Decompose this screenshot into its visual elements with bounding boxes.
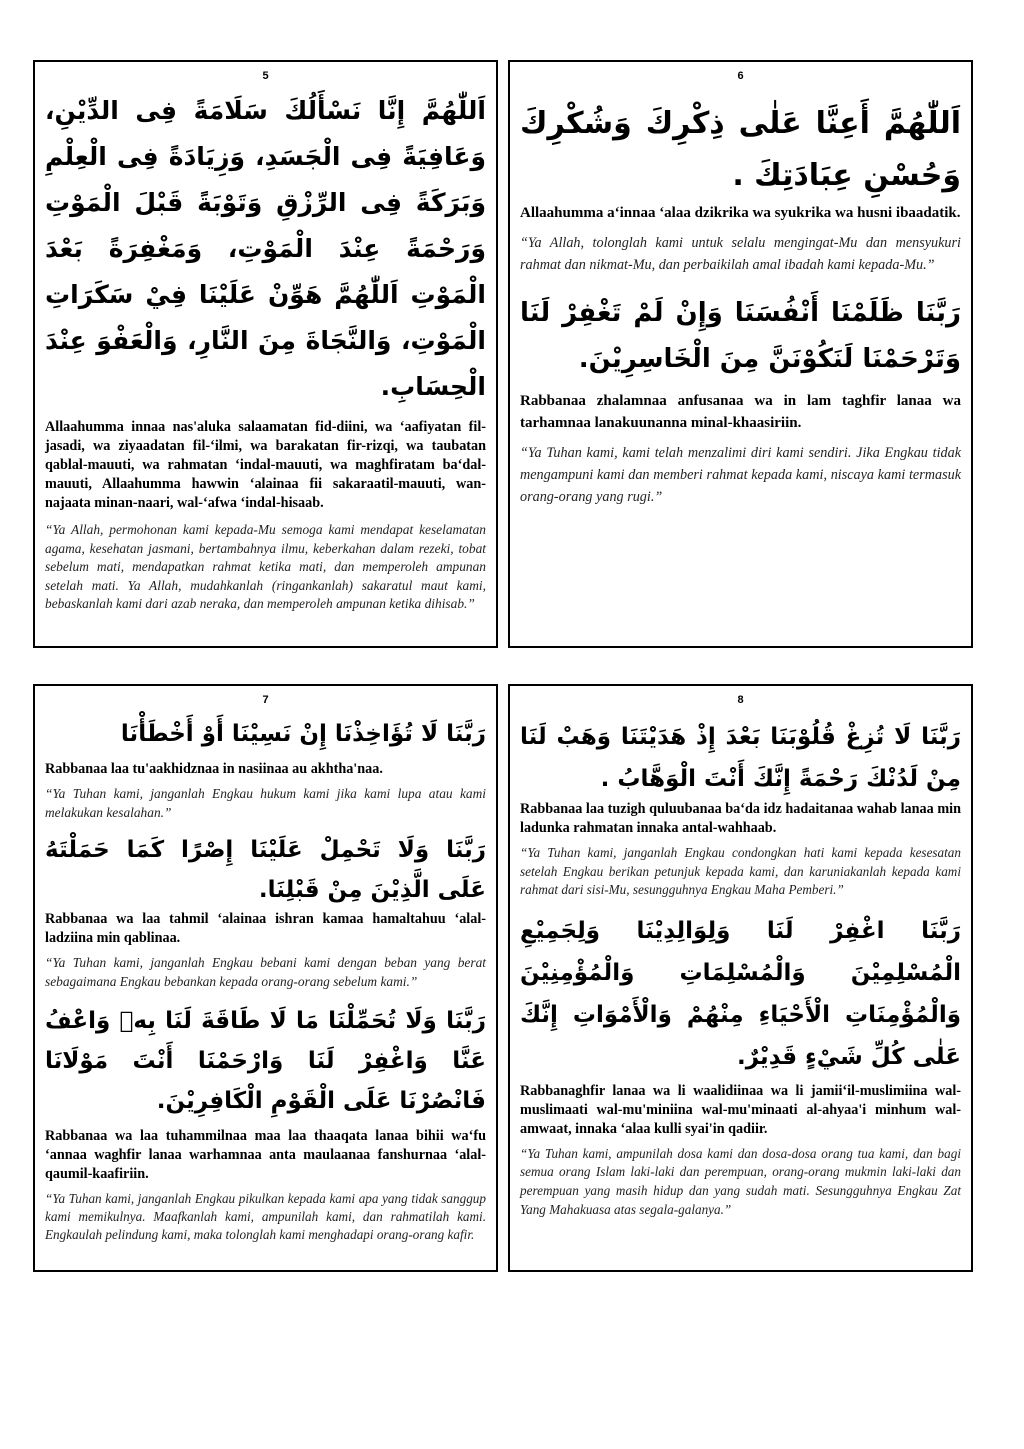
prayer-card-8 — [508, 684, 973, 1272]
arabic-text: رَبَّنَا لَا تُؤَاخِذْنَا إِنْ نَسِيْنَا أَوْ أَخْطَأْنَا — [120, 721, 486, 747]
transliteration-text: Rabbanaa laa tuzigh quluubanaa ba‘da idz hadaitanaa wahab lanaa min ladunka rahmatan innaka antal-wahhaab. — [520, 801, 961, 836]
arabic-text: رَبَّنَا اغْفِرْ لَنَا وَلِوَالِدِيْنَا وَلِجَمِيْعِ الْمُسْلِمِيْنَ وَالْمُسْلِمَاتِ وَالْمُؤْمِنِيْنَ وَالْمُؤْمِنَاتِ الْأَحْيَاءِ مِنْهُمْ وَالْأَمْوَاتِ إِنَّكَ عَلٰى كُلِّ شَيْءٍ قَدِيْرٌ. — [520, 917, 961, 1070]
card-content — [520, 712, 961, 1219]
transliteration-text: Rabbanaa zhalamnaa anfusanaa wa in lam taghfir lanaa wa tarhamnaa lanakuunanna minal-khaasiriin. — [520, 393, 961, 431]
arabic-text: اَللّٰهُمَّ أَعِنَّا عَلٰى ذِكْرِكَ وَشُكْرِكَ وَحُسْنِ عِبَادَتِكَ . — [520, 106, 961, 193]
arabic-text: رَبَّنَا لَا تُزِغْ قُلُوْبَنَا بَعْدَ إِذْ هَدَيْتَنَا وَهَبْ لَنَا مِنْ لَدُنْكَ رَحْمَةً إِنَّكَ أَنْتَ الْوَهَّابُ . — [520, 724, 961, 792]
card-number: 8 — [737, 694, 744, 706]
transliteration-text: Allaahumma innaa nas'aluka salaamatan fid-diini, wa ‘aafiyatan fil-jasadi, wa ziyaadatan fil-‘ilmi, wa barakatan fir-rizqi, wa taubatan qablal-mauuti, wa rahmatan ‘indal-mauuti, wa maghfiratam ba‘dal-mauuti, Allaahumma hawwin ‘alainaa fii sakaraatil-mauuti, wan-najaata minan-naari, wal-‘afwa ‘indal-hisaab. — [45, 419, 486, 511]
prayer-card-6 — [508, 60, 973, 648]
arabic-text: رَبَّنَا ظَلَمْنَا أَنْفُسَنَا وَإِنْ لَمْ تَغْفِرْ لَنَا وَتَرْحَمْنَا لَنَكُوْنَنَّ مِنَ الْخَاسِرِيْنَ. — [520, 298, 961, 374]
card-content — [520, 88, 961, 508]
translation-text: “Ya Tuhan kami, janganlah Engkau pikulkan kepada kami apa yang tidak sanggup kami memikulnya. Maafkanlah kami, ampunilah kami, dan rahmatilah kami. Engkaulah pelindung kami, maka tolonglah kami menghadapi orang-orang kafir. — [45, 1191, 486, 1243]
card-content — [45, 88, 486, 614]
translation-text: “Ya Allah, tolonglah kami untuk selalu mengingat-Mu dan mensyukuri rahmat dan nikmat-Mu, dan perbaikilah amal ibadah kami kepada-Mu.” — [520, 235, 961, 273]
prayer-card-7 — [33, 684, 498, 1272]
card-number: 6 — [737, 70, 744, 82]
arabic-text: اَللّٰهُمَّ إِنَّا نَسْأَلُكَ سَلَامَةً فِى الدِّيْنِ، وَعَافِيَةً فِى الْجَسَدِ، وَزِيَادَةً فِى الْعِلْمِ وَبَرَكَةً فِى الرِّزْقِ وَتَوْبَةً قَبْلَ الْمَوْتِ وَرَحْمَةً عِنْدَ الْمَوْتِ، وَمَغْفِرَةً بَعْدَ الْمَوْتِ اَللّٰهُمَّ هَوِّنْ عَلَيْنَا فِيْ سَكَرَاتِ الْمَوْتِ، وَالنَّجَاةَ مِنَ النَّارِ، وَالْعَفْوَ عِنْدَ الْحِسَابِ. — [45, 96, 486, 401]
transliteration-text: Rabbanaghfir lanaa wa li waalidiinaa wa li jamii‘il-muslimiina wal-muslimaati wal-mu'miniina wal-mu'minaati al-ahyaa'i minhum wal-amwaat, innaka ‘alaa kulli syai'in qadiir. — [520, 1082, 961, 1137]
transliteration-text: Rabbanaa laa tu'aakhidznaa in nasiinaa au akhtha'naa. — [45, 761, 383, 777]
card-number: 7 — [262, 694, 269, 706]
transliteration-text: Allaahumma a‘innaa ‘alaa dzikrika wa syukrika wa husni ibaadatik. — [520, 205, 961, 221]
prayer-card-5 — [33, 60, 498, 648]
card-content — [45, 712, 486, 1244]
card-number: 5 — [262, 70, 269, 82]
arabic-text: رَبَّنَا وَلَا تُحَمِّلْنَا مَا لَا طَاقَةَ لَنَا بِهٖ وَاعْفُ عَنَّا وَاغْفِرْ لَنَا وَارْحَمْنَا أَنْتَ مَوْلَانَا فَانْصُرْنَا عَلَى الْقَوْمِ الْكَافِرِيْنَ. — [45, 1008, 486, 1115]
translation-text: “Ya Tuhan kami, janganlah Engkau condongkan hati kami kepada kesesatan setelah Engkau berikan petunjuk kepada kami, dan karuniakanlah kepada kami rahmat dari sisi-Mu, sesungguhnya Engkau Maha Pemberi.” — [520, 845, 961, 898]
translation-text: “Ya Tuhan kami, janganlah Engkau hukum kami jika kami lupa atau kami melakukan kesalahan.” — [45, 786, 486, 820]
translation-text: “Ya Allah, permohonan kami kepada-Mu semoga kami mendapat keselamatan agama, kesehatan jasmani, bertambahnya ilmu, keberkahan dalam rezeki, tobat sebelum mati, mendapatkan rahmat ketika mati, dan memperoleh ampunan setelah mati. Ya Allah, mudahkanlah (ringankanlah) sakaratul maut kami, bebaskanlah kami dari azab neraka, dan memperoleh ampunan ketika dihisab.” — [45, 522, 486, 612]
translation-text: “Ya Tuhan kami, ampunilah dosa kami dan dosa-dosa orang tua kami, dan bagi semua orang Islam laki-laki dan perempuan, orang-orang mukmin laki-laki dan perempuan yang masih hidup dan yang sudah mati. Sesungguhnya Engkau Zat Yang Mahakuasa atas segala-galanya.” — [520, 1145, 961, 1217]
transliteration-text: Rabbanaa wa laa tuhammilnaa maa laa thaaqata lanaa bihii wa‘fu ‘annaa waghfir lanaa warhamnaa anta maulaanaa fanshurnaa ‘alal-qaumil-kaafiriin. — [45, 1128, 486, 1183]
arabic-text: رَبَّنَا وَلَا تَحْمِلْ عَلَيْنَا إِصْرًا كَمَا حَمَلْتَهُ عَلَى الَّذِيْنَ مِنْ قَبْلِنَا. — [45, 837, 486, 904]
translation-text: “Ya Tuhan kami, janganlah Engkau bebani kami dengan beban yang berat sebagaimana Engkau bebankan kepada orang-orang sebelum kami.” — [45, 955, 486, 989]
transliteration-text: Rabbanaa wa laa tahmil ‘alainaa ishran kamaa hamaltahuu ‘alal-ladziina min qablinaa. — [45, 911, 486, 947]
translation-text: “Ya Tuhan kami, kami telah menzalimi diri kami sendiri. Jika Engkau tidak mengampuni kami dan memberi rahmat kepada kami, niscaya kami termasuk orang-orang yang rugi.” — [520, 445, 961, 505]
